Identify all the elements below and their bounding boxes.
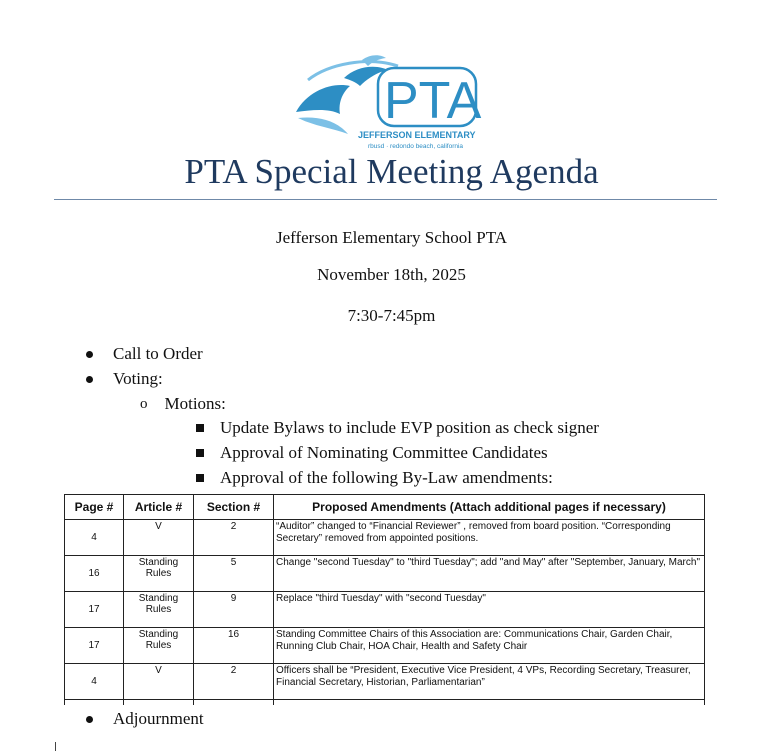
page-title: PTA Special Meeting Agenda (184, 152, 599, 191)
logo-school-name: JEFFERSON ELEMENTARY (358, 130, 476, 140)
agenda-subitem-motions: o Motions: (140, 394, 226, 413)
cell-article: Standing Rules (124, 628, 194, 664)
cell-page: 17 (65, 628, 124, 664)
cell-amendment: Replace "third Tuesday" with "second Tuesday" (274, 592, 705, 628)
bullet-icon (86, 376, 93, 383)
table-row (65, 556, 705, 592)
cell-page: 17 (65, 592, 124, 628)
col-header-page: Page # (65, 495, 124, 520)
cell-section: 2 (194, 520, 274, 556)
cell-page: 4 (65, 664, 124, 700)
agenda-item-voting: Voting: (86, 369, 163, 389)
title-divider (54, 199, 717, 200)
cell-amendment: Change "second Tuesday" to "third Tuesday"; add "and May" after "September, January, March" (274, 556, 705, 592)
table-row (65, 628, 705, 664)
col-header-article: Article # (124, 495, 194, 520)
table-row (65, 520, 705, 556)
cell-section: 16 (194, 628, 274, 664)
table-row (65, 664, 705, 700)
motion-item: Approval of Nominating Committee Candidates (196, 443, 548, 463)
logo-location: rbusd · redondo beach, california (368, 143, 464, 150)
cell-amendment: “Auditor” changed to “Financial Reviewer” , removed from board position. “Corresponding Secretary” removed from appointed positions. (274, 520, 705, 556)
bullet-icon (86, 351, 93, 358)
table-header-row (65, 495, 705, 520)
cell-section: 9 (194, 592, 274, 628)
cell-article: V (124, 520, 194, 556)
agenda-item-adjournment: Adjournment (86, 709, 204, 729)
agenda-item-call-to-order: Call to Order (86, 344, 203, 364)
cell-article: V (124, 664, 194, 700)
cell-section: 2 (194, 664, 274, 700)
page-edge-mark (55, 742, 56, 751)
meeting-time: 7:30-7:45pm (347, 306, 436, 325)
meeting-date: November 18th, 2025 (317, 265, 466, 284)
org-name: Jefferson Elementary School PTA (275, 228, 508, 247)
motion-item: Approval of the following By-Law amendments: (196, 468, 553, 488)
circle-bullet-icon: o (140, 395, 148, 412)
col-header-amendments: Proposed Amendments (Attach additional pages if necessary) (274, 495, 705, 520)
amendments-table (64, 494, 705, 705)
cell-page: 4 (65, 520, 124, 556)
square-bullet-icon (196, 474, 204, 482)
table-row (65, 592, 705, 628)
square-bullet-icon (196, 424, 204, 432)
cell-page: 16 (65, 556, 124, 592)
motion-item: Update Bylaws to include EVP position as check signer (196, 418, 599, 438)
table-row-stub (65, 700, 705, 706)
cell-section: 5 (194, 556, 274, 592)
bullet-icon (86, 716, 93, 723)
cell-amendment: Officers shall be “President, Executive Vice President, 4 VPs, Recording Secretary, Treasurer, Financial Secretary, Historian, Parliamentarian” (274, 664, 705, 700)
logo-wordmark: PTA (384, 72, 482, 130)
pta-logo (288, 50, 488, 152)
cell-amendment: Standing Committee Chairs of this Association are: Communications Chair, Garden Chair, Running Club Chair, HOA Chair, Health and Safety Chair (274, 628, 705, 664)
square-bullet-icon (196, 449, 204, 457)
cell-article: Standing Rules (124, 556, 194, 592)
col-header-section: Section # (194, 495, 274, 520)
cell-article: Standing Rules (124, 592, 194, 628)
